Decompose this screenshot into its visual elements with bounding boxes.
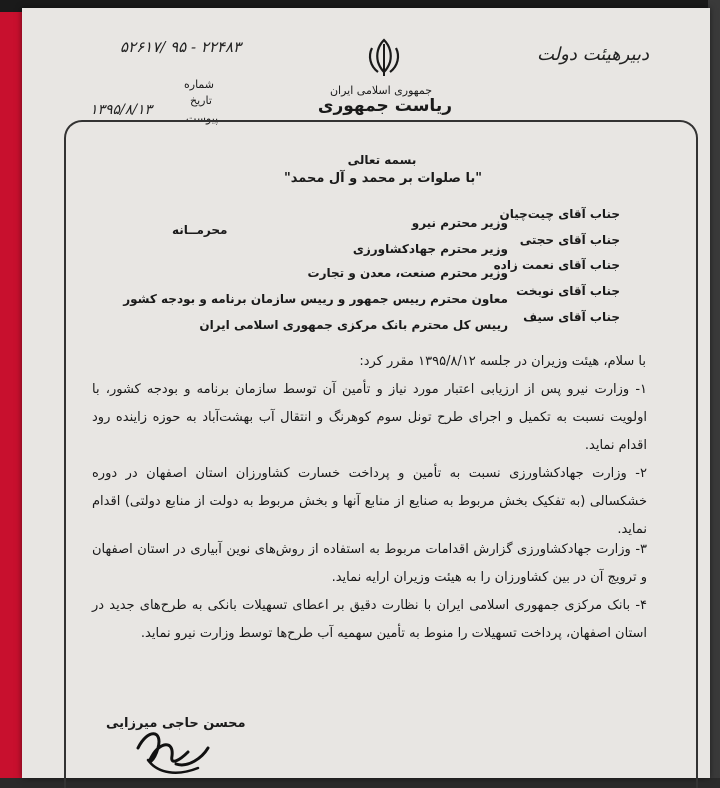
country-small: جمهوری اسلامی ایران <box>329 84 432 97</box>
signatory-name: محسن حاجی میرزایی <box>106 716 246 731</box>
salawat: "با صلوات بر محمد و آل محمد" <box>283 171 483 186</box>
bismillah: بسمه تعالی <box>347 153 417 167</box>
handwritten-signature <box>118 718 238 778</box>
date-label: تاریخ <box>190 94 212 107</box>
note-handwritten: دبیرهیئت دولت <box>537 44 650 65</box>
date-value: ۱۳۹۵/۸/۱۳ <box>90 102 153 118</box>
recipient-name-2: جناب آقای حجتی <box>519 233 620 247</box>
iran-emblem-icon <box>362 36 406 80</box>
letter-number-handwritten: ۵۲۶۱۷/ ۹۵ - ۲۲۴۸۳ <box>120 38 242 56</box>
recipient-title-4: معاون محترم رییس جمهور و رییس سازمان برنامه و بودجه کشور <box>123 292 508 306</box>
intro-paragraph: با سلام، هیئت وزیران در جلسه ۱۳۹۵/۸/۱۲ مقرر کرد: <box>359 354 646 369</box>
attachment-label: پیوست <box>186 112 219 125</box>
recipient-name-1: جناب آقای چیت‌چیان <box>499 207 620 221</box>
recipient-name-4: جناب آقای نوبخت <box>516 284 620 298</box>
item-3: ۳- وزارت جهادکشاورزی گزارش اقدامات مربوط به استفاده از روش‌های نوین آبیاری در استان اصفهان و ترویج آن در بین کشاورزان را به هیئت وزیران ارایه نماید. <box>92 542 647 585</box>
item-4: ۴- بانک مرکزی جمهوری اسلامی ایران با نظارت دقیق بر اعطای تسهیلات بانکی به طرح‌های جدید در استان اصفهان، پرداخت تسهیلات را منوط به تأمین سهمیه آب طرح‌ها توسط وزارت نیرو نماید. <box>92 598 647 641</box>
recipient-title-1: وزیر محترم نیرو <box>411 216 508 230</box>
letter-page <box>22 8 710 778</box>
recipient-name-5: جناب آقای سیف <box>523 310 620 324</box>
item-1: ۱- وزارت نیرو پس از ارزیابی اعتبار مورد نیاز و تأمین آن توسط سازمان برنامه و بودجه کشور، با اولویت نسبت به تکمیل و اجرای طرح تونل سوم کوهرنگ و انتقال آب بهشت‌آباد به حوزه زاینده رود اقدام نماید. <box>92 382 647 453</box>
item-2: ۲- وزارت جهادکشاورزی نسبت به تأمین و پرداخت خسارت کشاورزان استان اصفهان در دوره خشکسالی (به تفکیک بخش مربوط به صنایع از منابع آنها و بخش مربوط به دولت از منابع دولتی) اقدام نماید. <box>92 466 647 537</box>
recipient-title-2: وزیر محترم جهادکشاورزی <box>352 242 508 256</box>
recipient-title-5: رییس کل محترم بانک مرکزی جمهوری اسلامی ایران <box>199 318 508 332</box>
recipient-name-3: جناب آقای نعمت زاده <box>493 258 620 272</box>
recipient-title-3: وزیر محترم صنعت، معدن و تجارت <box>307 266 508 280</box>
presidency-title: ریاست جمهوری <box>317 96 452 116</box>
classification-label: محرمــانه <box>172 223 228 237</box>
number-label: شماره <box>184 78 215 91</box>
